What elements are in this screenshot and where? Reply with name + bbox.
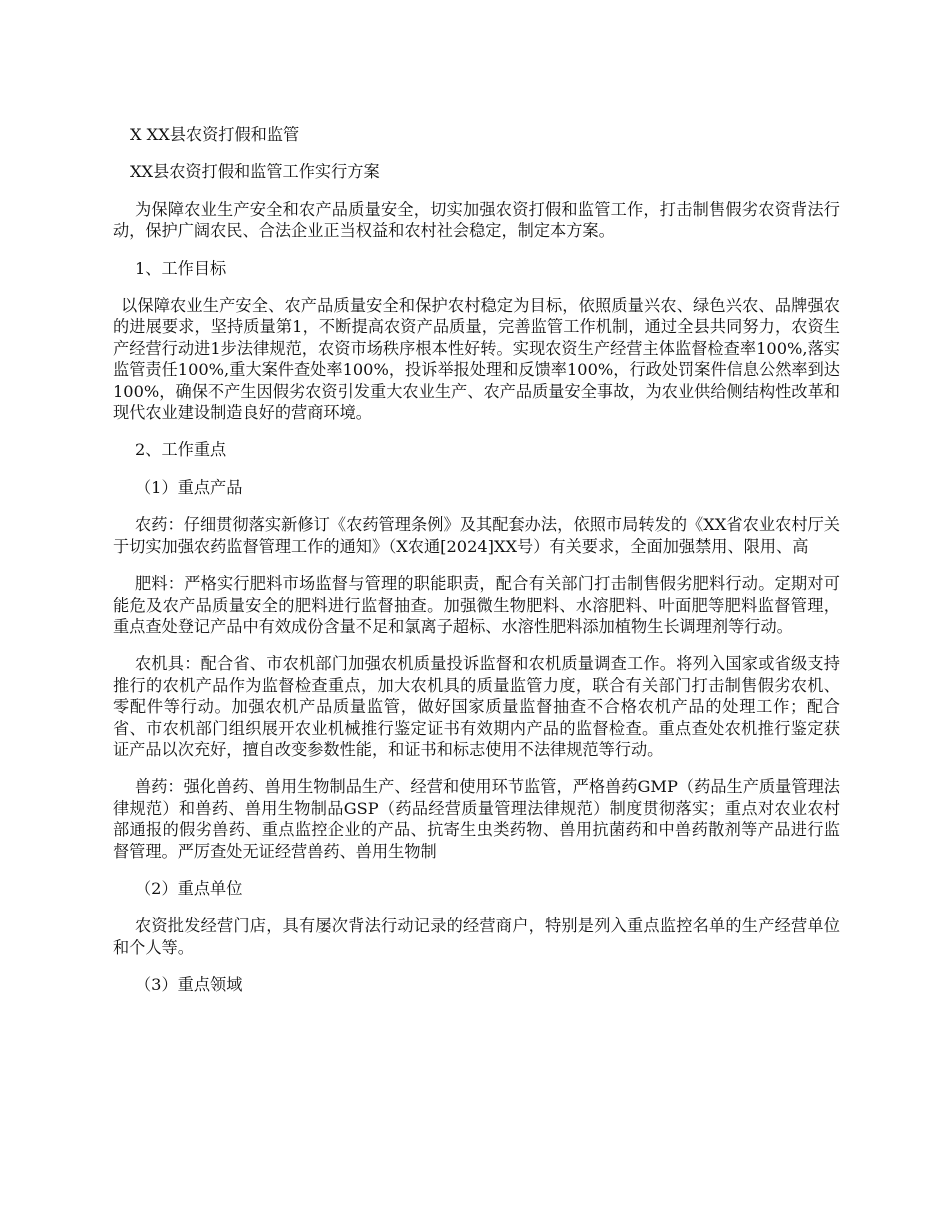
section-heading-focus: 2、工作重点 [135,440,227,460]
machinery-paragraph: 农机具：配合省、市农机部门加强农机质量投诉监督和农机质量调查工作。将列入国家或省级支持推行的农机产品作为监督检查重点，加大农机具的质量监管力度，联合有关部门打击制售假劣农机、零配件等行动。加强农机产品质量监管，做好国家质量监督抽查不合格农机产品的处理工作；配合省、市农机部门组织展开农业机械推行鉴定证书有效期内产品的监督检查。重点查处农机推行鉴定获证产品以次充好，擅自改变参数性能，和证书和标志使用不法律规范等行动。 [113,654,840,759]
subsection-heading-units: （2）重点单位 [135,878,243,898]
section-heading-goals: 1、工作目标 [135,258,227,278]
document-title: X XX县农资打假和监管 [130,125,300,144]
subsection-heading-areas: （3）重点领域 [135,975,243,995]
subsection-heading-products: （1）重点产品 [135,477,243,497]
goals-paragraph: 以保障农业生产安全、农产品质量安全和保护农村稳定为目标，依照质量兴农、绿色兴农、品牌强农的进展要求，坚持质量第1，不断提高农资产品质量，完善监管工作机制，通过全县共同努力，农资生产经营行动进1步法律规范，农资市场秩序根本性好转。实现农资生产经营主体监督检查率100%,落实监管责任100%,重大案件查处率100%，投诉举报处理和反馈率100%，行政处罚案件信息公然率到达100%，确保不产生因假劣农资引发重大农业生产、农产品质量安全事故，为农业供给侧结构性改革和现代农业建设制造良好的营商环境。 [113,296,840,423]
units-paragraph: 农资批发经营门店，具有屡次背法行动记录的经营商户，特别是列入重点监控名单的生产经营单位和个人等。 [113,916,840,957]
fertilizer-paragraph: 肥料：严格实行肥料市场监督与管理的职能职责，配合有关部门打击制售假劣肥料行动。定期对可能危及农产品质量安全的肥料进行监督抽查。加强微生物肥料、水溶肥料、叶面肥等肥料监督管理，重点查处登记产品中有效成份含量不足和氯离子超标、水溶性肥料添加植物生长调理剂等行动。 [113,574,840,636]
pesticide-paragraph: 农药：仔细贯彻落实新修订《农药管理条例》及其配套办法，依照市局转发的《XX省农业农村厅关于切实加强农药监督管理工作的通知》（X农通[2024]XX号）有关要求，全面加强禁用、限用、高 [113,515,840,556]
document-subtitle: XX县农资打假和监管工作实行方案 [130,162,380,182]
intro-paragraph: 为保障农业生产安全和农产品质量安全，切实加强农资打假和监管工作，打击制售假劣农资背法行动，保护广阔农民、合法企业正当权益和农村社会稳定，制定本方案。 [113,199,840,241]
document-body [113,124,840,1012]
vet-drugs-paragraph: 兽药：强化兽药、兽用生物制品生产、经营和使用环节监管，严格兽药GMP（药品生产质量管理法律规范）和兽药、兽用生物制品GSP（药品经营质量管理法律规范）制度贯彻落实；重点对农业农村部通报的假劣兽药、重点监控企业的产品、抗寄生虫类药物、兽用抗菌药和中兽药散剂等产品进行监督管理。严厉查处无证经营兽药、兽用生物制 [113,777,840,861]
